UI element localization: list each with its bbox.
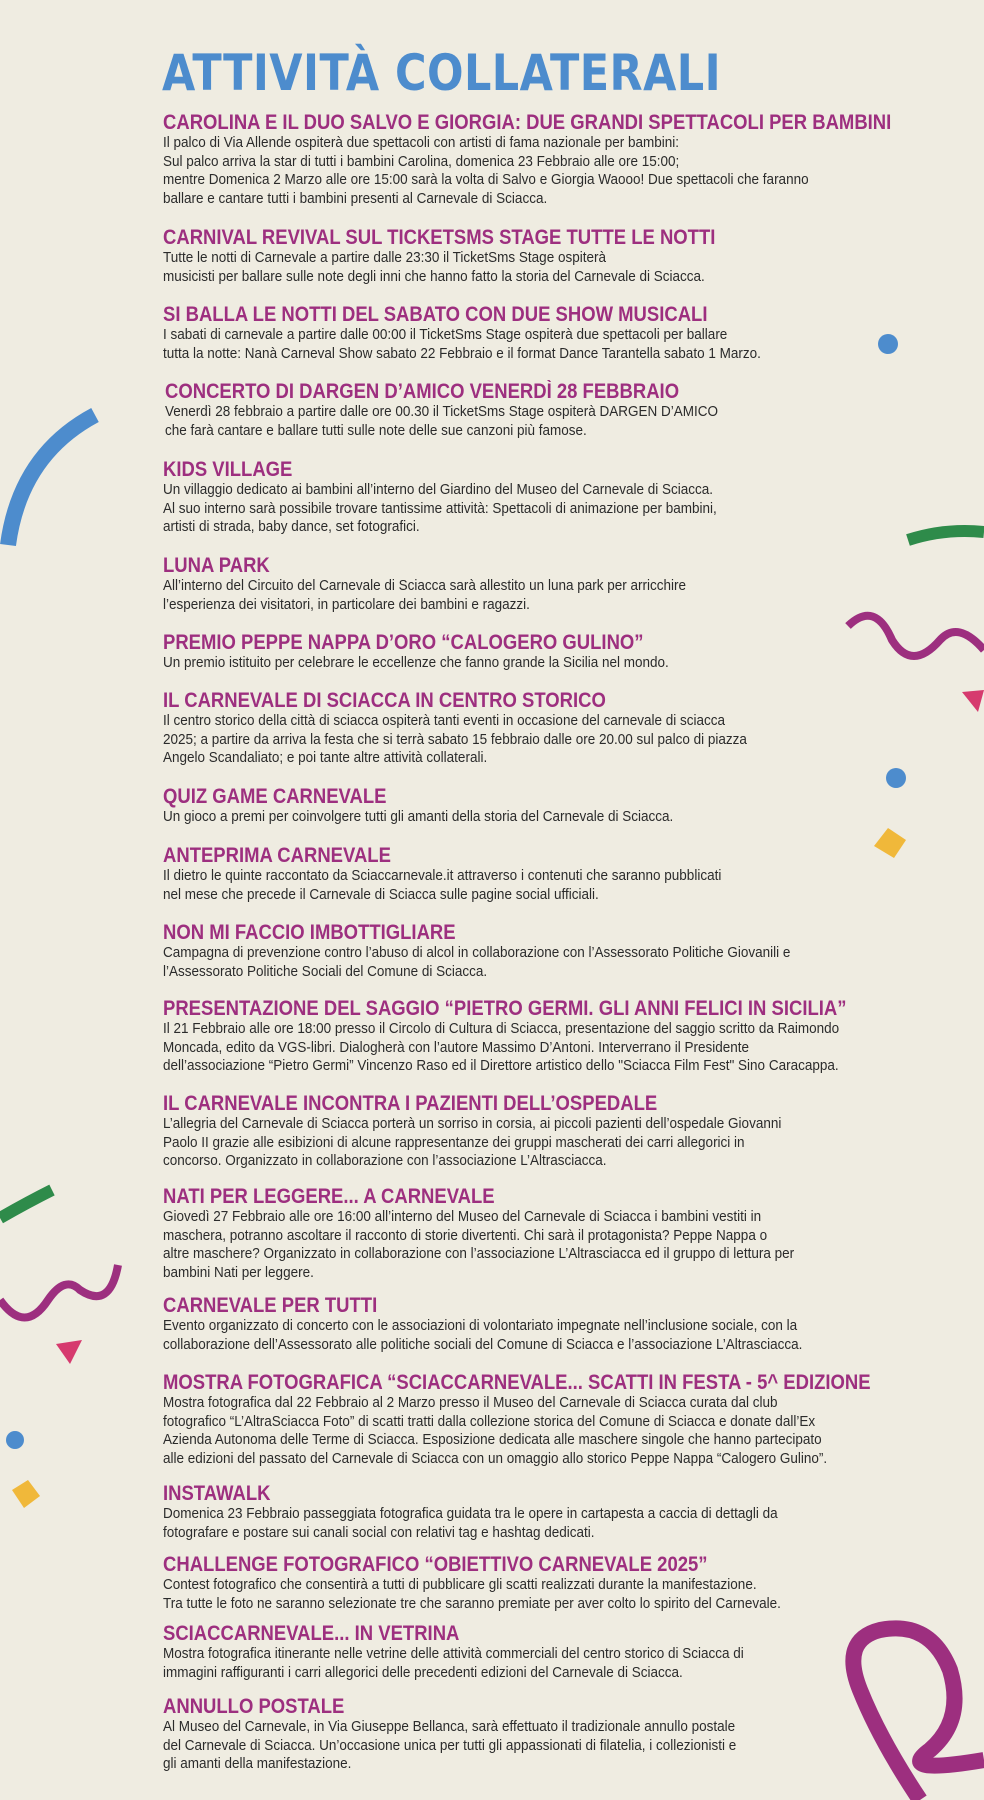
section-instawalk xyxy=(163,1483,923,1542)
confetti-purple-wave-left xyxy=(0,1265,118,1318)
section-nati-per-leggere xyxy=(163,1186,923,1282)
section-text: Un premio istituito per celebrare le eccellenze che fanno grande la Sicilia nel mondo. xyxy=(163,654,669,671)
section-heading: PREMIO PEPPE NAPPA D’ORO “CALOGERO GULINO” xyxy=(163,631,644,654)
section-heading: MOSTRA FOTOGRAFICA “SCIACCARNEVALE... SCATTI IN FESTA - 5^ EDIZIONE xyxy=(163,1371,871,1394)
section-text: Il palco di Via Allende ospiterà due spettacoli con artisti di fama nazionale per bambini: Sul palco arriva la star di tutti i bambini Carolina, domenica 23 Febbraio alle ore 15:00; mentre Domenica 2 Marzo alle ore 15:00 sarà la volta di Salvo e Giorgia Waooo! Due spettacoli che faranno ballare e cantare tutti i bambini presenti al Carnevale di Sciacca. xyxy=(163,134,809,207)
section-anteprima xyxy=(163,845,923,904)
section-centro-storico xyxy=(163,690,923,768)
section-heading: QUIZ GAME CARNEVALE xyxy=(163,785,387,808)
confetti-yellow-diamond-left xyxy=(12,1480,40,1508)
section-heading: IL CARNEVALE DI SCIACCA IN CENTRO STORICO xyxy=(163,689,606,712)
section-in-vetrina xyxy=(163,1623,923,1682)
confetti-pink-triangle-left xyxy=(56,1340,82,1364)
section-challenge xyxy=(163,1554,923,1613)
section-non-mi-faccio xyxy=(163,922,923,981)
section-heading: LUNA PARK xyxy=(163,554,270,577)
section-pietro-germi xyxy=(163,998,923,1076)
confetti-green-arc-left xyxy=(0,1190,52,1218)
section-quiz-game xyxy=(163,786,923,827)
section-heading: ANNULLO POSTALE xyxy=(163,1695,345,1718)
section-luna-park xyxy=(163,555,923,614)
section-heading: IL CARNEVALE INCONTRA I PAZIENTI DELL’OSPEDALE xyxy=(163,1092,658,1115)
section-text: Campagna di prevenzione contro l’abuso di alcol in collaborazione con l’Assessorato Politiche Giovanili e l’Assessorato Politiche Sociali del Comune di Sciacca. xyxy=(163,944,791,980)
section-text: Un villaggio dedicato ai bambini all’interno del Giardino del Museo del Carnevale di Sciacca. Al suo interno sarà possibile trovare tantissime attività: Spettacoli di animazione per bambini, artisti di strada, baby dance, set fotografici. xyxy=(163,481,717,535)
section-heading: INSTAWALK xyxy=(163,1482,271,1505)
section-heading: KIDS VILLAGE xyxy=(163,458,293,481)
section-dargen xyxy=(165,381,925,440)
section-ospedale xyxy=(163,1093,923,1171)
section-carnival-revival xyxy=(163,227,923,286)
section-text: Un gioco a premi per coinvolgere tutti gli amanti della storia del Carnevale di Sciacca. xyxy=(163,808,674,825)
confetti-dot-blue-2 xyxy=(886,768,906,788)
section-heading: SCIACCARNEVALE... IN VETRINA xyxy=(163,1622,460,1645)
section-text: Giovedì 27 Febbraio alle ore 16:00 all’interno del Museo del Carnevale di Sciacca i bambini vestiti in maschera, potranno ascoltare il racconto di storie divertenti. Chi sarà il protagonista? Peppe Nappa o altre maschere? Organizzato in collaborazione con l’associazione L’Altrasciacca ed il gruppo di lettura per bambini Nati per leggere. xyxy=(163,1208,795,1281)
section-text: Evento organizzato di concerto con le associazioni di volontariato impegnate nell’inclusione sociale, con la collaborazione dell’Assessorato alle politiche sociali del Comune di Sciacca e l’associazione L’Altrasciacca. xyxy=(163,1317,803,1353)
section-heading: CONCERTO DI DARGEN D’AMICO VENERDÌ 28 FEBBRAIO xyxy=(165,380,680,403)
section-heading: SI BALLA LE NOTTI DEL SABATO CON DUE SHOW MUSICALI xyxy=(163,303,708,326)
confetti-pink-triangle-right xyxy=(962,690,984,712)
section-text: Domenica 23 Febbraio passeggiata fotografica guidata tra le opere in cartapesta a caccia di dettagli da fotografare e postare sui canali social con relativi tag e hashtag dedicati. xyxy=(163,1505,778,1541)
section-heading: CAROLINA E IL DUO SALVO E GIORGIA: DUE GRANDI SPETTACOLI PER BAMBINI xyxy=(163,111,892,134)
section-heading: PRESENTAZIONE DEL SAGGIO “PIETRO GERMI. GLI ANNI FELICI IN SICILIA” xyxy=(163,997,847,1020)
section-text: Mostra fotografica itinerante nelle vetrine delle attività commerciali del centro storico di Sciacca di immagini raffiguranti i carri allegorici delle precedenti edizioni del Carnevale di Sciacca. xyxy=(163,1645,744,1681)
section-text: Al Museo del Carnevale, in Via Giuseppe Bellanca, sarà effettuato il tradizionale annullo postale del Carnevale di Sciacca. Un’occasione unica per tutti gli appassionati di filatelia, i collezionisti e gli amanti della manifestazione. xyxy=(163,1718,737,1772)
section-carolina xyxy=(163,112,923,208)
section-heading: CARNEVALE PER TUTTI xyxy=(163,1294,378,1317)
section-kids-village xyxy=(163,459,923,537)
section-text: Il dietro le quinte raccontato da Sciaccarnevale.it attraverso i contenuti che saranno pubblicati nel mese che precede il Carnevale di Sciacca sulle pagine social ufficiali. xyxy=(163,867,722,903)
section-notti-sabato xyxy=(163,304,923,363)
section-text: I sabati di carnevale a partire dalle 00:00 il TicketSms Stage ospiterà due spettacoli per ballare tutta la notte: Nanà Carneval Show sabato 22 Febbraio e il format Dance Tarantella sabato 1 Marzo. xyxy=(163,326,761,362)
section-text: All’interno del Circuito del Carnevale di Sciacca sarà allestito un luna park per arricchire l’esperienza dei visitatori, in particolare dei bambini e ragazzi. xyxy=(163,577,687,613)
section-mostra-fotografica xyxy=(163,1372,923,1468)
section-text: Mostra fotografica dal 22 Febbraio al 2 Marzo presso il Museo del Carnevale di Sciacca curata dal club fotografico “L’AltraSciacca Foto” di scatti tratti dalla collezione storica del Comune di Sciacca e donate dall’Ex Azienda Autonoma delle Terme di Sciacca. Esposizione dedicata alle maschere singole che hanno partecipato alle edizioni del passato del Carnevale di Sciacca con un omaggio allo storico Peppe Nappa “Calogero Gulino”. xyxy=(163,1394,828,1467)
section-text: Tutte le notti di Carnevale a partire dalle 23:30 il TicketSms Stage ospiterà musicisti per ballare sulle note degli inni che hanno fatto la storia del Carnevale di Sciacca. xyxy=(163,249,705,285)
section-carnevale-per-tutti xyxy=(163,1295,923,1354)
section-text: Contest fotografico che consentirà a tutti di pubblicare gli scatti realizzati durante la manifestazione. Tra tutte le foto ne saranno selezionate tre che saranno premiate per aver colto lo spirito del Carnevale. xyxy=(163,1576,781,1612)
section-heading: CHALLENGE FOTOGRAFICO “OBIETTIVO CARNEVALE 2025” xyxy=(163,1553,708,1576)
confetti-dot-blue-3 xyxy=(6,1431,24,1449)
section-annullo-postale xyxy=(163,1696,923,1774)
section-text: Venerdì 28 febbraio a partire dalle ore 00.30 il TicketSms Stage ospiterà DARGEN D’AMICO che farà cantare e ballare tutti sulle note delle sue canzoni più famose. xyxy=(165,403,719,439)
section-heading: NATI PER LEGGERE... A CARNEVALE xyxy=(163,1185,495,1208)
section-heading: ANTEPRIMA CARNEVALE xyxy=(163,844,391,867)
page-title: ATTIVITÀ COLLATERALI xyxy=(162,44,722,102)
section-heading: NON MI FACCIO IMBOTTIGLIARE xyxy=(163,921,456,944)
section-text: Il 21 Febbraio alle ore 18:00 presso il Circolo di Cultura di Sciacca, presentazione del saggio scritto da Raimondo Moncada, edito da VGS-libri. Dialogherà con l’autore Massimo D’Antoni. Interverrano il Presidente dell’associazione “Pietro Germi” Vincenzo Raso ed il Direttore artistico dello "Sciacca Film Fest" Sino Caracappa. xyxy=(163,1020,840,1074)
confetti-blue-arc xyxy=(8,415,95,545)
section-heading: CARNIVAL REVIVAL SUL TICKETSMS STAGE TUTTE LE NOTTI xyxy=(163,226,716,249)
section-premio xyxy=(163,632,923,673)
section-text: Il centro storico della città di sciacca ospiterà tanti eventi in occasione del carnevale di sciacca 2025; a partire da arriva la festa che si terrà sabato 15 febbraio dalle ore 20.00 sul palco di piazza Angelo Scandaliato; e poi tante altre attività collaterali. xyxy=(163,712,747,766)
section-text: L’allegria del Carnevale di Sciacca porterà un sorriso in corsia, ai piccoli pazienti dell’ospedale Giovanni Paolo II grazie alle esibizioni di alcune rappresentanze dei gruppi mascherati dei carri allegorici in concorso. Organizzato in collaborazione con l’associazione L’Altrasciacca. xyxy=(163,1115,782,1169)
